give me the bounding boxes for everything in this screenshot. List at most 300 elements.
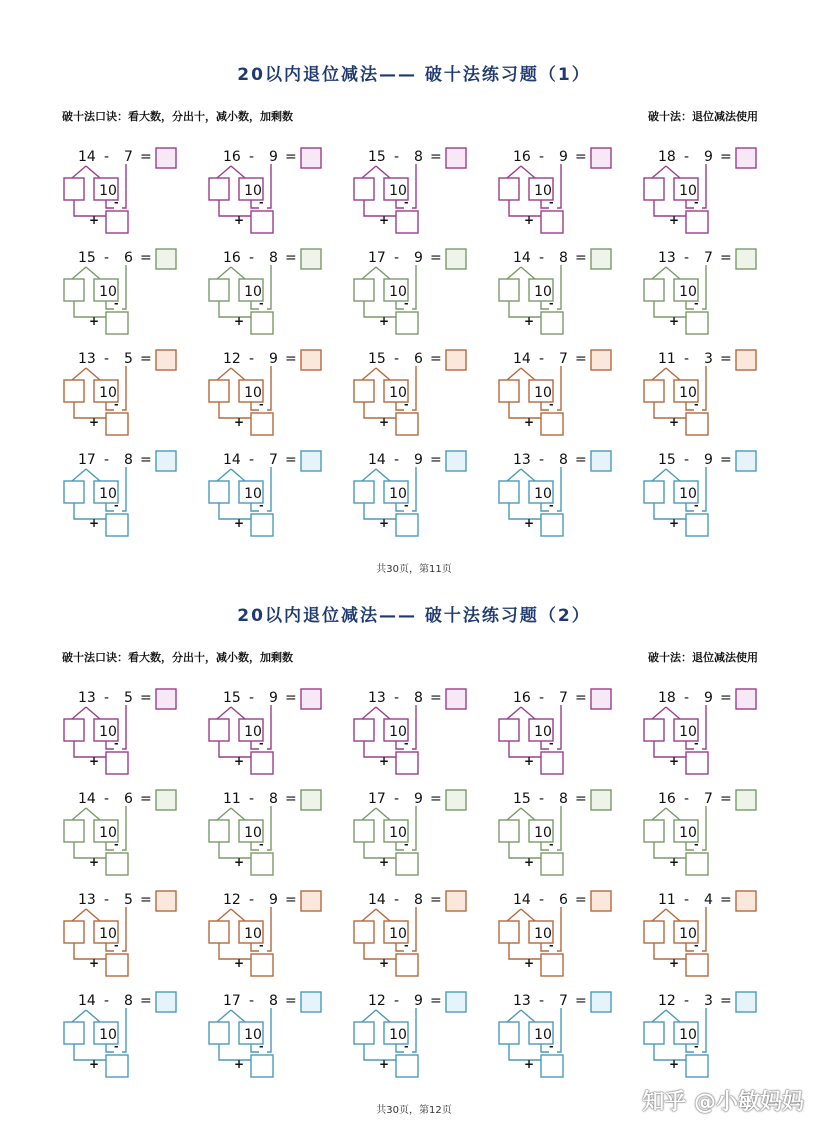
split-line-right [231,909,245,921]
sub-connector-left [396,1044,404,1052]
ten-label: 10 [389,1027,407,1043]
subtraction-problem [354,689,474,779]
sub-connector-right [267,265,271,309]
result-answer-box [591,992,611,1012]
ones-answer-box [209,178,229,200]
equals-sign: = [285,250,297,266]
minuend: 15 [78,250,96,266]
ten-label: 10 [679,724,697,740]
split-line-right [376,267,390,279]
ten-label: 10 [244,825,262,841]
ones-answer-box [64,481,84,503]
ten-label: 10 [99,183,117,199]
ones-answer-box [499,1022,519,1044]
subtraction-problem [644,249,764,339]
sub-connector-right [122,1008,126,1052]
ten-label: 10 [389,825,407,841]
equals-sign: = [140,351,152,367]
split-line-left [507,909,521,921]
split-line-left [507,707,521,719]
sub-connector-right [412,907,416,951]
minus-sign: - [104,351,110,367]
equals-sign: = [575,993,587,1009]
subtract-mark: - [259,838,264,851]
subtrahend: 9 [704,690,713,706]
subtraction-problem [644,992,764,1082]
ten-label: 10 [679,183,697,199]
subtract-mark: - [114,939,119,952]
split-line-right [231,267,245,279]
result-answer-box [446,148,466,168]
worksheet-page [0,541,828,1116]
sub-connector-left [251,741,259,749]
result-answer-box [301,350,321,370]
equals-sign: = [430,250,442,266]
result-answer-box [446,891,466,911]
plus-sign: + [669,956,680,970]
subtrahend: 8 [124,993,133,1009]
plus-sign: + [89,956,100,970]
sub-connector-right [267,907,271,951]
plus-sign: + [234,415,245,429]
subtraction-problem [354,992,474,1082]
ten-label: 10 [389,284,407,300]
split-line-left [72,368,86,380]
minus-sign: - [249,452,255,468]
ones-answer-box [644,719,664,741]
subtrahend: 5 [124,690,133,706]
sub-connector-left [251,301,259,309]
sum-answer-box [396,954,418,976]
minuend: 12 [223,351,241,367]
minus-sign: - [684,791,690,807]
sub-connector-right [122,907,126,951]
sum-answer-box [106,1055,128,1077]
subtrahend: 8 [559,791,568,807]
equals-sign: = [285,452,297,468]
split-line-left [652,469,666,481]
subtrahend: 8 [414,892,423,908]
subtraction-problem [644,790,764,880]
subtract-mark: - [549,1040,554,1053]
plus-sign: + [669,415,680,429]
sub-connector-right [557,907,561,951]
subtract-mark: - [259,196,264,209]
result-answer-box [591,350,611,370]
sum-answer-box [251,752,273,774]
sum-answer-box [251,413,273,435]
subtrahend: 7 [124,149,133,165]
sum-answer-box [541,413,563,435]
split-line-left [72,808,86,820]
minuend: 12 [368,993,386,1009]
subtrahend: 7 [559,351,568,367]
sub-connector-right [267,705,271,749]
ten-label: 10 [534,385,552,401]
result-answer-box [156,891,176,911]
plus-sign: + [234,213,245,227]
plus-sign: + [89,855,100,869]
ones-answer-box [209,921,229,943]
plus-sign: + [379,855,390,869]
minuend: 16 [513,149,531,165]
sum-answer-box [396,514,418,536]
split-line-right [86,909,100,921]
ten-label: 10 [244,1027,262,1043]
sub-connector-left [396,200,404,208]
sum-answer-box [106,954,128,976]
split-line-left [217,909,231,921]
ones-answer-box [209,1022,229,1044]
subtract-mark: - [114,196,119,209]
plus-sign: + [234,855,245,869]
plus-sign: + [379,213,390,227]
sub-connector-right [702,705,706,749]
minus-sign: - [104,149,110,165]
ten-label: 10 [679,825,697,841]
sub-connector-right [122,467,126,511]
ten-label: 10 [389,724,407,740]
ten-label: 10 [99,825,117,841]
minuend: 17 [78,452,96,468]
split-line-left [217,166,231,178]
plus-sign: + [234,956,245,970]
sub-connector-right [412,265,416,309]
ones-answer-box [354,1022,374,1044]
minus-sign: - [394,791,400,807]
equals-sign: = [140,250,152,266]
sum-answer-box [686,954,708,976]
subtrahend: 6 [124,250,133,266]
ones-answer-box [64,178,84,200]
split-line-left [362,1010,376,1022]
result-answer-box [446,451,466,471]
split-line-left [72,267,86,279]
ones-answer-box [499,719,519,741]
split-line-right [376,166,390,178]
minus-sign: - [104,993,110,1009]
ten-label: 10 [679,1027,697,1043]
sub-connector-left [686,200,694,208]
sum-answer-box [541,1055,563,1077]
subtraction-problem [64,891,184,981]
ones-answer-box [354,921,374,943]
ten-label: 10 [679,486,697,502]
subtract-mark: - [549,398,554,411]
result-answer-box [736,350,756,370]
subtract-mark: - [549,297,554,310]
sum-answer-box [251,853,273,875]
result-answer-box [301,148,321,168]
ones-answer-box [354,178,374,200]
subtraction-problem [354,249,474,339]
subtract-mark: - [404,1040,409,1053]
subtrahend: 6 [414,351,423,367]
sub-connector-right [122,265,126,309]
minuend: 16 [658,791,676,807]
subtraction-problem [354,451,474,541]
equals-sign: = [140,892,152,908]
sum-answer-box [541,954,563,976]
minuend: 13 [658,250,676,266]
equals-sign: = [575,351,587,367]
page-footer: 共30页，第12页 [376,1105,452,1116]
plus-sign: + [379,956,390,970]
split-line-right [86,707,100,719]
ten-label: 10 [679,284,697,300]
equals-sign: = [720,791,732,807]
minus-sign: - [539,993,545,1009]
split-line-left [362,368,376,380]
split-line-right [521,166,535,178]
split-line-right [86,469,100,481]
ten-label: 10 [244,385,262,401]
result-answer-box [156,148,176,168]
sub-connector-right [557,265,561,309]
plus-sign: + [234,516,245,530]
sub-connector-left [251,200,259,208]
minus-sign: - [394,149,400,165]
subtraction-problem [209,891,329,981]
equals-sign: = [430,791,442,807]
ten-label: 10 [679,926,697,942]
sub-connector-left [686,842,694,850]
plus-sign: + [89,314,100,328]
sum-answer-box [686,1055,708,1077]
equals-sign: = [720,452,732,468]
ten-label: 10 [534,1027,552,1043]
equals-sign: = [720,993,732,1009]
subtrahend: 6 [559,892,568,908]
plus-sign: + [234,314,245,328]
subtract-mark: - [114,1040,119,1053]
equals-sign: = [430,351,442,367]
plus-sign: + [669,314,680,328]
subtract-mark: - [404,398,409,411]
ones-answer-box [499,820,519,842]
ten-label: 10 [244,926,262,942]
sub-connector-right [267,1008,271,1052]
sub-connector-right [412,806,416,850]
ones-answer-box [644,178,664,200]
ten-label: 10 [244,183,262,199]
plus-sign: + [379,754,390,768]
sub-connector-right [122,164,126,208]
subtrahend: 9 [704,149,713,165]
ten-label: 10 [99,1027,117,1043]
minuend: 13 [78,690,96,706]
ten-label: 10 [389,183,407,199]
sum-answer-box [106,853,128,875]
split-line-right [231,166,245,178]
plus-sign: + [234,1057,245,1071]
subtraction-problem [209,689,329,779]
minus-sign: - [394,993,400,1009]
minus-sign: - [394,690,400,706]
equals-sign: = [430,149,442,165]
minus-sign: - [539,351,545,367]
result-answer-box [301,451,321,471]
sub-connector-right [557,1008,561,1052]
minus-sign: - [684,690,690,706]
split-line-right [666,469,680,481]
minuend: 15 [513,791,531,807]
sub-connector-right [412,705,416,749]
sub-connector-left [686,1044,694,1052]
sub-connector-left [541,402,549,410]
subtract-mark: - [114,737,119,750]
sub-connector-left [686,503,694,511]
split-line-right [376,707,390,719]
minuend: 11 [658,892,676,908]
result-answer-box [736,249,756,269]
sub-connector-right [557,366,561,410]
subtraction-problem [644,451,764,541]
split-line-left [217,368,231,380]
method-note: 破十法：退位减法使用 [648,651,758,664]
sub-connector-right [122,366,126,410]
sub-connector-left [686,402,694,410]
plus-sign: + [379,415,390,429]
split-line-left [507,166,521,178]
ones-answer-box [644,481,664,503]
sub-connector-right [557,705,561,749]
ten-label: 10 [99,284,117,300]
subtrahend: 9 [269,690,278,706]
sum-answer-box [251,312,273,334]
equals-sign: = [720,690,732,706]
ten-label: 10 [534,486,552,502]
method-rhyme: 破十法口诀：看大数，分出十，减小数，加剩数 [62,110,293,123]
page-title: 20以内退位减法—— 破十法练习题（1） [237,65,591,85]
minuend: 17 [368,250,386,266]
split-line-right [666,166,680,178]
minus-sign: - [394,250,400,266]
subtraction-problem [209,249,329,339]
plus-sign: + [89,213,100,227]
minuend: 18 [658,149,676,165]
plus-sign: + [379,1057,390,1071]
equals-sign: = [720,351,732,367]
sub-connector-left [106,1044,114,1052]
subtrahend: 7 [704,250,713,266]
subtract-mark: - [694,1040,699,1053]
subtrahend: 3 [704,993,713,1009]
subtraction-problem [644,891,764,981]
result-answer-box [156,451,176,471]
equals-sign: = [720,250,732,266]
subtract-mark: - [259,1040,264,1053]
minus-sign: - [249,892,255,908]
minuend: 13 [368,690,386,706]
result-answer-box [156,992,176,1012]
split-line-left [507,469,521,481]
subtrahend: 8 [269,250,278,266]
split-line-left [217,707,231,719]
ten-label: 10 [534,825,552,841]
sum-answer-box [541,312,563,334]
split-line-left [72,707,86,719]
minus-sign: - [684,892,690,908]
sub-connector-left [251,503,259,511]
minuend: 14 [78,149,96,165]
sub-connector-left [396,842,404,850]
sub-connector-right [412,467,416,511]
result-answer-box [591,249,611,269]
split-line-left [507,368,521,380]
split-line-right [376,368,390,380]
subtraction-problem [64,451,184,541]
minuend: 14 [368,452,386,468]
sub-connector-right [702,366,706,410]
minuend: 15 [368,149,386,165]
sum-answer-box [541,211,563,233]
subtraction-problem [499,790,619,880]
plus-sign: + [524,516,535,530]
minuend: 14 [78,791,96,807]
split-line-right [376,909,390,921]
split-line-left [362,267,376,279]
ten-label: 10 [99,926,117,942]
plus-sign: + [379,516,390,530]
sum-answer-box [686,514,708,536]
result-answer-box [591,451,611,471]
subtraction-problem [209,148,329,238]
ones-answer-box [209,279,229,301]
ones-answer-box [644,279,664,301]
equals-sign: = [575,149,587,165]
subtraction-problem [644,148,764,238]
split-line-right [521,267,535,279]
split-line-right [231,808,245,820]
ten-label: 10 [244,284,262,300]
ones-answer-box [354,481,374,503]
subtrahend: 9 [269,149,278,165]
equals-sign: = [430,690,442,706]
minuend: 12 [223,892,241,908]
subtraction-problem [64,689,184,779]
sub-connector-left [396,301,404,309]
minus-sign: - [394,452,400,468]
ten-label: 10 [389,926,407,942]
sub-connector-left [251,943,259,951]
result-answer-box [736,992,756,1012]
sub-connector-left [106,943,114,951]
minuend: 12 [658,993,676,1009]
subtrahend: 6 [124,791,133,807]
split-line-left [362,808,376,820]
sub-connector-right [267,366,271,410]
subtract-mark: - [259,939,264,952]
result-answer-box [446,350,466,370]
plus-sign: + [89,516,100,530]
plus-sign: + [524,754,535,768]
subtract-mark: - [259,737,264,750]
sum-answer-box [396,413,418,435]
subtraction-problem [354,350,474,440]
subtrahend: 7 [559,993,568,1009]
sum-answer-box [541,752,563,774]
minuend: 14 [513,892,531,908]
minus-sign: - [684,993,690,1009]
minuend: 13 [78,892,96,908]
minuend: 13 [513,993,531,1009]
minuend: 15 [223,690,241,706]
subtrahend: 9 [414,993,423,1009]
equals-sign: = [720,149,732,165]
minus-sign: - [539,250,545,266]
plus-sign: + [669,855,680,869]
